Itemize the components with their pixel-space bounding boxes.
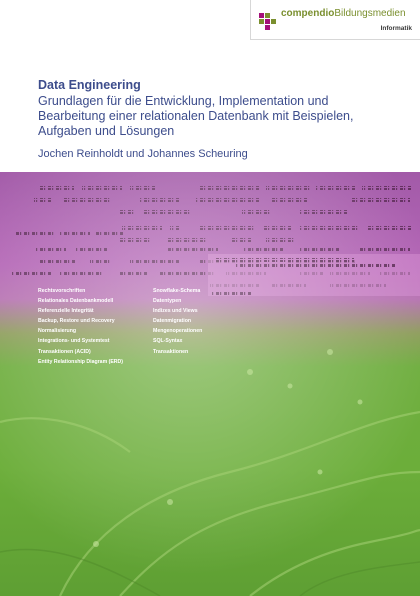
logo-mark-icon xyxy=(259,13,277,31)
topic-item: Rechtsvorschriften xyxy=(38,288,86,294)
topics-right-list xyxy=(153,286,202,357)
series-label: Informatik xyxy=(380,25,412,32)
book-subtitle-line-3: Aufgaben und Lösungen xyxy=(38,124,175,138)
topic-item: Datenmigration xyxy=(153,318,192,325)
publisher-logo xyxy=(250,0,420,40)
topic-item: SQL-Syntax xyxy=(153,338,183,345)
topic-item: Datentypen xyxy=(153,298,182,305)
book-subtitle-line-2: Bearbeitung einer relationalen Datenbank mit Beispielen, xyxy=(38,109,354,123)
topic-item: Backup, Restore und Recovery xyxy=(38,318,115,325)
topic-item: Referenzielle Integrität xyxy=(38,308,94,315)
topic-item: Integrations- und Systemtest xyxy=(38,338,110,345)
logo-brand: compendio xyxy=(281,8,335,19)
topic-item: Relationales Datenbankmodell xyxy=(38,298,114,305)
topics-left-list xyxy=(38,286,123,367)
topic-item: Snowflake-Schema xyxy=(153,288,201,294)
book-title: Data Engineering xyxy=(38,78,141,92)
cover-image-art xyxy=(0,172,420,596)
topic-item: Indizes und Views xyxy=(153,308,198,315)
topic-item: Mengenoperationen xyxy=(153,328,203,335)
logo-subbrand: Bildungsmedien xyxy=(334,8,406,19)
topic-item: Normalisierung xyxy=(38,328,77,335)
cover-image xyxy=(0,172,420,596)
book-authors: Jochen Reinholdt und Johannes Scheuring xyxy=(38,148,248,160)
topic-item: Transaktionen xyxy=(153,348,189,355)
title-block xyxy=(38,78,398,139)
topic-item: Entity Relationship Diagram (ERD) xyxy=(38,358,124,365)
topic-item: Transaktionen (ACID) xyxy=(38,348,91,355)
book-subtitle-line-1: Grundlagen für die Entwicklung, Implementation und xyxy=(38,94,329,108)
